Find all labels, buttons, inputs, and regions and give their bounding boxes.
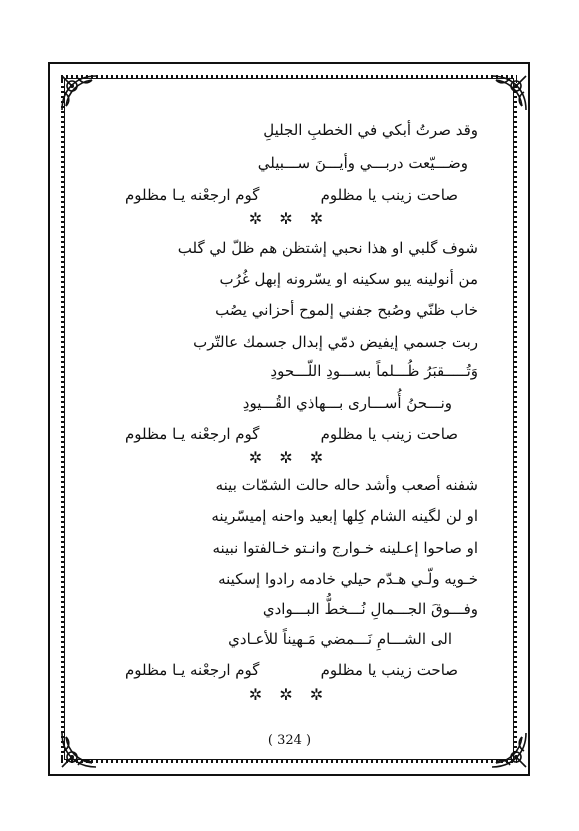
page-number: ( 324 ) bbox=[267, 733, 312, 748]
verse-line: خـويه ولّـي هـدّم حيلي خادمه رادوا إسكينه bbox=[218, 570, 478, 588]
verse-line: وفـــوقَ الجـــمالِ نُـــخطُّ البـــوادي bbox=[262, 600, 478, 618]
verse-line: من أنولينه يبو سكينه او يسّرونه إبهل غُرُب bbox=[219, 270, 478, 288]
verse-line: ونـــحنُ أُســـارى بـــهاذي القُـــيودِ bbox=[242, 394, 452, 412]
verse-line: وقد صرتُ أبكي في الخطبِ الجليلِ bbox=[263, 121, 478, 139]
corner-ornament-top-right bbox=[488, 72, 530, 114]
refrain-part-a: صاحت زينب يا مظلوم bbox=[320, 425, 458, 443]
verse-line: الى الشـــامِ نَـــمضي مَـهيناً للأعـادي bbox=[228, 630, 452, 648]
verse-line: خاب ظنّي وصُبح جفني إلموح أحزاني يصُب bbox=[215, 301, 478, 319]
verse-line: شوف گلبي او هذا نحبي إشتظن هم ظلّ لي گلب bbox=[177, 239, 478, 257]
stanza-separator-stars: ✲ ✲ ✲ bbox=[248, 209, 330, 228]
verse-line: شفنه أصعب وأشد حاله حالت الشمّات بينه bbox=[215, 476, 478, 494]
verse-line: او صاحوا إعـلينه خـوارج وانـتو خـالفتوا نبينه bbox=[212, 539, 478, 557]
verse-line: ربت جسمي إيفيض دمّي إبدال جسمك عالتّرب bbox=[193, 333, 478, 351]
stanza-separator-stars: ✲ ✲ ✲ bbox=[248, 685, 330, 704]
refrain-part-b: گوم ارجعْنه يـا مظلوم bbox=[125, 425, 260, 443]
verse-line: وضـــيّعت دربـــي وأيـــنَ ســـبيلي bbox=[257, 154, 468, 172]
verse-line: وَتُـــــقبَرُ ظُـــلماً بســـودِ اللّـــحودِ bbox=[270, 362, 478, 380]
refrain-part-a: صاحت زينب يا مظلوم bbox=[320, 186, 458, 204]
verse-line: او لن لگينه الشام كِلها إبعيد واحنه إميسّرينه bbox=[211, 507, 478, 525]
refrain-part-b: گوم ارجعْنه يـا مظلوم bbox=[125, 661, 260, 679]
corner-ornament-top-left bbox=[58, 72, 100, 114]
refrain-part-b: گوم ارجعْنه يـا مظلوم bbox=[125, 186, 260, 204]
refrain-part-a: صاحت زينب يا مظلوم bbox=[320, 661, 458, 679]
page-border-inner bbox=[64, 78, 514, 760]
stanza-separator-stars: ✲ ✲ ✲ bbox=[248, 448, 330, 467]
